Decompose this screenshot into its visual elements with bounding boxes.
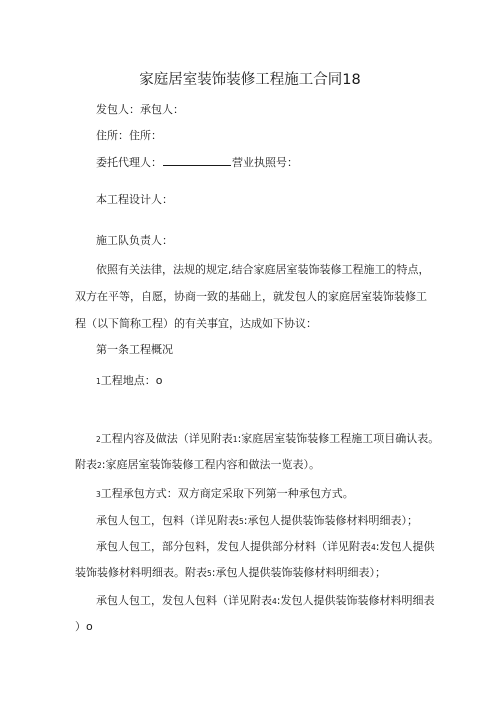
team-leader-line: 施工队负责人：: [96, 234, 173, 247]
item2-ref-a: 1: [232, 435, 238, 444]
option2-text-d: :承包人提供装饰装修材料明细表）；: [211, 566, 386, 579]
preamble-line-1: 依照有关法律，法规的规定,结合家庭居室装饰装修工程施工的特点，: [96, 263, 430, 276]
item3-number: 3: [96, 490, 101, 499]
agent-blank: [163, 155, 231, 166]
agent-line: [96, 155, 298, 170]
item2-text-c: 附表: [75, 458, 97, 471]
option1-text-a: 承包人包工，包料（详见附表: [96, 514, 239, 527]
item2-text-a: 工程内容及做法（详见附表: [100, 432, 233, 445]
option1-line: [96, 514, 418, 529]
license-label: 营业执照号：: [232, 156, 298, 169]
item2-text-d: :家庭居室装饰装修工程内容和做法一览表）。: [101, 458, 320, 471]
option2-line-1: [96, 540, 435, 555]
preamble-line-3: 程（以下简称工程）的有关事宜，达成如下协议：: [75, 317, 317, 330]
option3-line-1: [96, 594, 435, 609]
item1-text: 工程地点：o: [100, 374, 163, 387]
document-title: 家庭居室装饰装修工程施工合同18: [139, 72, 361, 88]
designer-line: 本工程设计人：: [96, 193, 173, 206]
item2-number: 2: [96, 435, 101, 444]
item1-number: 1: [96, 377, 101, 386]
option2-ref-a: 4: [371, 543, 376, 552]
item1-line: [96, 374, 163, 389]
item2-line-1: [96, 432, 439, 447]
preamble-line-2: 双方在平等，自愿，协商一致的基础上，就发包人的家庭居室装饰装修工: [75, 290, 427, 303]
option1-text-b: :承包人提供装饰装修材料明细表）；: [243, 514, 418, 527]
contractor-line: 发包人：承包人：: [96, 103, 184, 116]
item3-line: [96, 487, 354, 502]
item2-text-b: :家庭居室装饰装修工程施工项目确认表。: [237, 432, 440, 445]
option2-text-c: 装饰装修材料明细表。附表: [75, 566, 207, 579]
item2-line-2: [75, 458, 320, 473]
option3-text-a: 承包人包工，发包人包料（详见附表: [96, 594, 272, 607]
option2-text-b: :发包人提供: [375, 540, 435, 553]
item2-ref-b: 2: [97, 461, 102, 470]
option2-line-2: [75, 566, 386, 581]
option1-ref: 5: [239, 517, 244, 526]
option3-text-b: :发包人提供装饰装修材料明细表: [276, 594, 435, 607]
option3-line-2: ）o: [75, 620, 93, 633]
option2-text-a: 承包人包工，部分包料，发包人提供部分材料（详见附表: [96, 540, 371, 553]
option3-ref: 4: [272, 597, 277, 606]
address-line: 住所：住所：: [96, 129, 162, 142]
item3-text: 工程承包方式：双方商定采取下列第一种承包方式。: [100, 487, 354, 500]
option2-ref-b: 5: [207, 569, 212, 578]
agent-label: 委托代理人：: [96, 156, 162, 169]
article1-heading: 第一条工程概况: [96, 343, 173, 356]
